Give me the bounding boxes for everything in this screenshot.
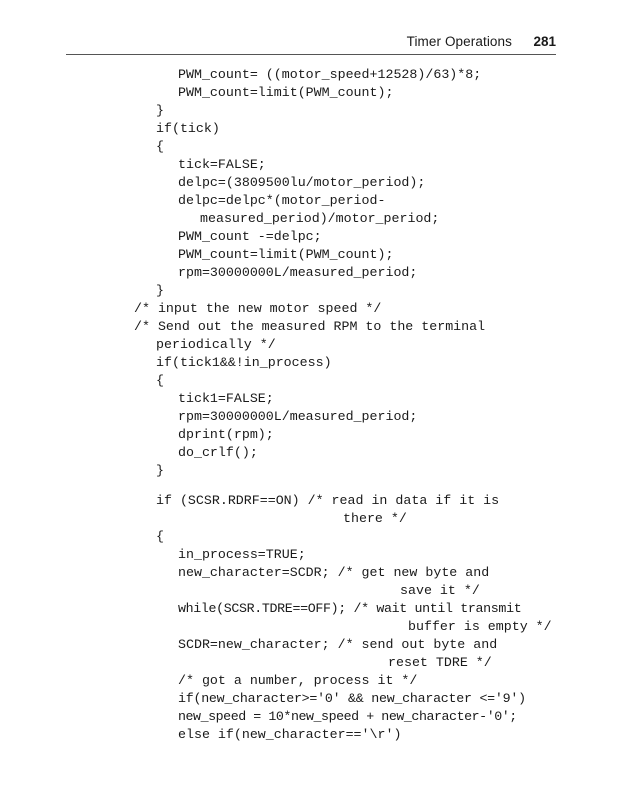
code-line: PWM_count=limit(PWM_count); <box>178 85 394 100</box>
code-line: delpc=delpc*(motor_period- <box>178 193 386 208</box>
code-line: PWM_count= ((motor_speed+12528)/63)*8; <box>178 67 482 82</box>
code-line: /* Send out the measured RPM to the terminal <box>134 319 486 334</box>
code-line: PWM_count=limit(PWM_count); <box>178 247 394 262</box>
code-line: save it */ <box>400 583 480 598</box>
page-header <box>0 0 620 56</box>
code-line: while(SCSR.TDRE==OFF); /* wait until transmit <box>178 601 522 616</box>
code-line: else if(new_character=='\r') <box>178 727 402 742</box>
code-line: } <box>156 283 164 298</box>
code-line: if (SCSR.RDRF==ON) /* read in data if it is <box>156 493 500 508</box>
code-line: do_crlf(); <box>178 445 258 460</box>
code-line: if(new_character>='0' && new_character <='9') <box>178 691 526 706</box>
code-line: delpc=(3809500lu/motor_period); <box>178 175 426 190</box>
code-line: dprint(rpm); <box>178 427 274 442</box>
code-line: periodically */ <box>156 337 276 352</box>
code-line: new_speed = 10*new_speed + new_character-'0'; <box>178 709 517 724</box>
code-line: rpm=30000000L/measured_period; <box>178 409 418 424</box>
code-line: } <box>156 103 164 118</box>
code-line: there */ <box>343 511 407 526</box>
header-rule <box>66 54 556 55</box>
code-line: tick1=FALSE; <box>178 391 274 406</box>
code-line: rpm=30000000L/measured_period; <box>178 265 418 280</box>
code-line: /* input the new motor speed */ <box>134 301 382 316</box>
code-line: if(tick) <box>156 121 220 136</box>
code-line: { <box>156 529 164 544</box>
code-line: { <box>156 139 164 154</box>
code-line: buffer is empty */ <box>408 619 552 634</box>
code-line: } <box>156 463 164 478</box>
page-number: 281 <box>533 34 556 49</box>
code-line: new_character=SCDR; /* get new byte and <box>178 565 490 580</box>
code-line: SCDR=new_character; /* send out byte and <box>178 637 498 652</box>
running-header-title: Timer Operations <box>406 34 512 49</box>
code-line: reset TDRE */ <box>388 655 492 670</box>
code-line: measured_period)/motor_period; <box>200 211 440 226</box>
code-line: /* got a number, process it */ <box>178 673 418 688</box>
code-line: PWM_count -=delpc; <box>178 229 322 244</box>
code-line: tick=FALSE; <box>178 157 266 172</box>
code-line: in_process=TRUE; <box>178 547 306 562</box>
code-line: if(tick1&&!in_process) <box>156 355 332 370</box>
code-line: { <box>156 373 164 388</box>
